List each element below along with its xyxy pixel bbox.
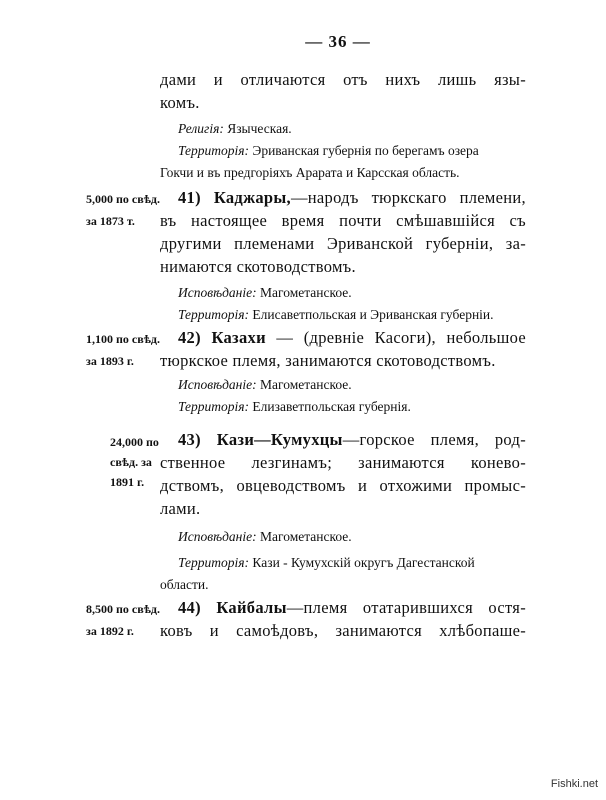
confession-label: Исповѣданіе: xyxy=(178,529,257,544)
margin-line: 1,100 по свѣд. xyxy=(86,332,160,346)
entry-number: 43) xyxy=(178,430,201,449)
margin-line: 24,000 по xyxy=(110,435,159,449)
territory-label: Территорія: xyxy=(178,143,250,158)
confession-label: Исповѣданіе: xyxy=(178,285,257,300)
intro-territory xyxy=(160,140,526,162)
margin-line: 8,500 по свѣд. xyxy=(86,602,160,616)
margin-line: свѣд. за xyxy=(110,455,152,469)
page-number: — 36 — xyxy=(305,32,371,51)
intro-line-1: дами и отличаются отъ нихъ лишь язы- xyxy=(160,70,526,89)
intro-line-2: комъ. xyxy=(160,93,200,112)
confession-value: Магометанское. xyxy=(260,529,352,544)
entry-43-territory-line-2: области. xyxy=(160,577,209,592)
margin-line: за 1893 г. xyxy=(86,354,134,368)
confession-value: Магометанское. xyxy=(260,377,352,392)
territory-label: Территорія: xyxy=(178,555,250,570)
margin-line: 1891 г. xyxy=(110,475,145,489)
confession-value: Магометанское. xyxy=(260,285,352,300)
entry-43-confession xyxy=(160,526,526,548)
territory-value: Елисаветпольская и Эриванская губерніи. xyxy=(252,307,494,322)
entry-line: ственное лезгинамъ; занимаются конево- xyxy=(160,453,526,472)
entry-first-rest: —народъ тюркскаго племени, xyxy=(290,188,526,207)
entry-line: ковъ и самоѣдовъ, занимаются хлѣбопаше- xyxy=(160,621,526,640)
entry-number: 41) xyxy=(178,188,201,207)
watermark: Fishki.net xyxy=(550,778,598,790)
religion-value: Языческая. xyxy=(227,121,292,136)
entry-name: Кази—Кумухцы xyxy=(216,430,343,449)
entry-42 xyxy=(160,326,526,418)
margin-line: 5,000 по свѣд. xyxy=(86,192,160,206)
entry-41-first-line xyxy=(160,186,526,209)
entry-41-margin-note xyxy=(86,188,160,232)
entry-line: другими племенами Эриванской губерніи, за- xyxy=(160,234,526,253)
entry-43-margin-note xyxy=(110,432,159,492)
entry-line: тюркское племя, занимаются скотоводствомъ. xyxy=(160,351,496,370)
territory-value: Елизаветпольская губернія. xyxy=(252,399,411,414)
entry-42-margin-note xyxy=(86,328,160,372)
entry-43-first-line xyxy=(160,428,526,451)
entry-41 xyxy=(160,186,526,326)
intro-territory-line-2: Гокчи и въ предгоріяхъ Арарата и Карсская область. xyxy=(160,165,460,180)
religion-label: Религія: xyxy=(178,121,224,136)
entry-line: нимаются скотоводствомъ. xyxy=(160,257,356,276)
entry-44-margin-note xyxy=(86,598,160,642)
territory-value: Эриванская губернія по берегамъ озера xyxy=(252,143,479,158)
entry-42-territory xyxy=(160,396,526,418)
intro-block xyxy=(160,68,526,184)
entry-name: Каджары, xyxy=(213,188,291,207)
margin-line: за 1892 г. xyxy=(86,624,134,638)
entry-42-confession xyxy=(160,374,526,396)
entry-44-first-line xyxy=(160,596,526,619)
entry-number: 42) xyxy=(178,328,201,347)
entry-42-first-line xyxy=(160,326,526,349)
entry-number: 44) xyxy=(178,598,201,617)
territory-value: Кази - Кумухскій округъ Дагестанской xyxy=(252,555,475,570)
entry-line: лами. xyxy=(160,499,201,518)
entry-43 xyxy=(160,428,526,596)
entry-first-rest: —горское племя, род- xyxy=(342,430,526,449)
entry-44 xyxy=(160,596,526,642)
entry-first-rest: — (древніе Касоги), небольшое xyxy=(276,328,526,347)
entry-43-territory xyxy=(160,552,526,574)
entry-41-territory xyxy=(160,304,526,326)
entry-first-rest: —племя отатарившихся остя- xyxy=(286,598,526,617)
margin-line: за 1873 т. xyxy=(86,214,135,228)
entry-name: Казахи xyxy=(211,328,266,347)
territory-label: Территорія: xyxy=(178,399,250,414)
entry-name: Кайбалы xyxy=(216,598,287,617)
confession-label: Исповѣданіе: xyxy=(178,377,257,392)
territory-label: Территорія: xyxy=(178,307,250,322)
entry-line: дствомъ, овцеводствомъ и отхожими промыс- xyxy=(160,476,526,495)
intro-religion xyxy=(160,118,526,140)
entry-41-confession xyxy=(160,282,526,304)
entry-line: въ настоящее время почти смѣшавшійся съ xyxy=(160,211,526,230)
